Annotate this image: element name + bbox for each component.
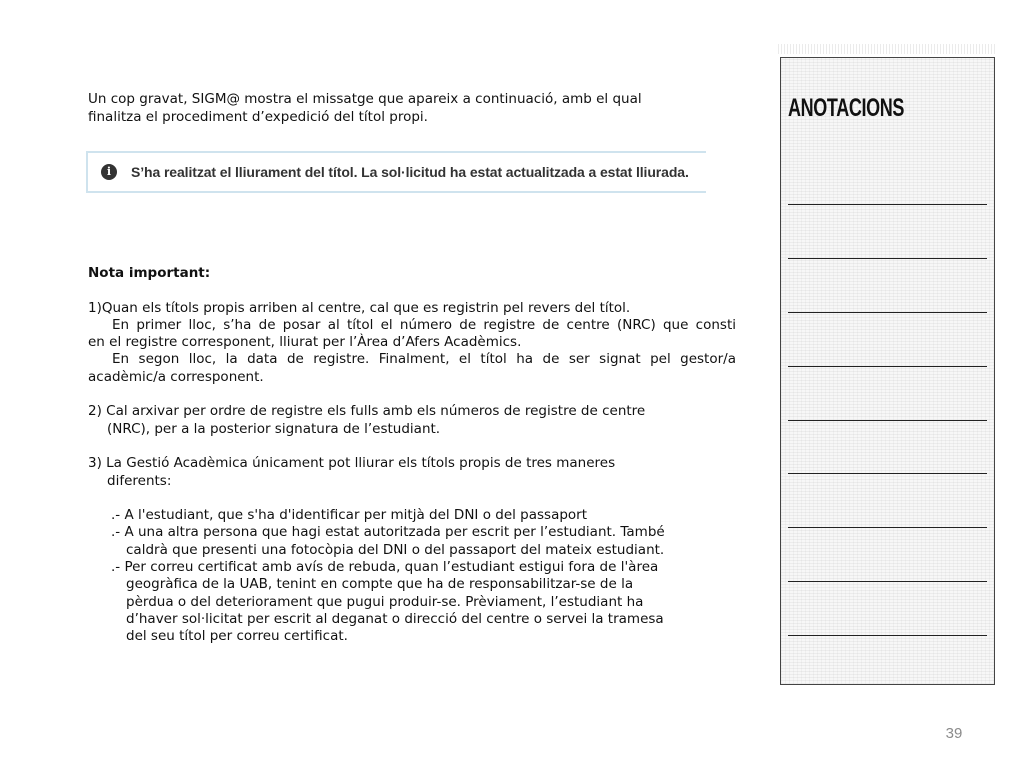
note-item-3-line: 3) La Gestió Acadèmica únicament pot lliurar els títols propis de tres maneres: [88, 455, 616, 472]
delivery-option-3: del seu títol per correu certificat.: [126, 628, 348, 645]
note-title: Nota important:: [88, 265, 211, 281]
annotation-line: [788, 366, 987, 367]
annotation-line: [788, 258, 987, 259]
delivery-option-3: pèrdua o del deteriorament que pugui produir-se. Prèviament, l’estudiant ha: [126, 593, 644, 610]
note-item-2-line: 2) Cal arxivar per ordre de registre els fulls amb els números de registre de centre: [88, 403, 646, 420]
note-item-1-line: 1)Quan els títols propis arriben al centre, cal que es registrin pel revers del títol.: [88, 299, 631, 316]
annotation-line: [788, 527, 987, 528]
important-note: [88, 265, 736, 646]
delivery-option-1: .- A l'estudiant, que s'ha d'identificar per mitjà del DNI o del passaport: [111, 507, 588, 524]
note-item-2-line: (NRC), per a la posterior signatura de l’estudiant.: [107, 420, 441, 437]
page-number: 39: [945, 725, 963, 742]
delivery-option-2: caldrà que presenti una fotocòpia del DNI o del passaport del mateix estudiant.: [126, 541, 665, 558]
intro-line: finalitza el procediment d’expedició del títol propi.: [88, 108, 428, 125]
annotation-line: [788, 312, 987, 313]
annotation-line: [788, 473, 987, 474]
intro-paragraph: [88, 91, 728, 126]
annotation-line: [788, 635, 987, 636]
notice-message: S’ha realitzat el lliurament del títol. La sol·licitud ha estat actualitzada a estat lliurada.: [131, 164, 689, 180]
intro-line: Un cop gravat, SIGM@ mostra el missatge que apareix a continuació, amb el qual: [88, 91, 642, 107]
info-icon: i: [101, 164, 117, 180]
note-item-1-line: En primer lloc, s’ha de posar al títol el número de registre de centre (NRC) que consti: [112, 316, 736, 333]
delivery-option-3: geogràfica de la UAB, tenint en compte que ha de responsabilitzar-se de la: [126, 576, 634, 593]
annotations-top-edge: [778, 44, 997, 54]
annotation-line: [788, 420, 987, 421]
delivery-option-3: d’haver sol·licitat per escrit al deganat o direcció del centre o servei la tramesa: [126, 610, 664, 627]
note-item-1-line: en el registre corresponent, lliurat per l’Àrea d’Afers Acadèmics.: [88, 334, 522, 351]
note-item-1-line: En segon lloc, la data de registre. Finalment, el títol ha de ser signat pel gestor/a: [112, 351, 736, 368]
note-item-3-line: diferents:: [107, 472, 172, 489]
delivery-option-3: .- Per correu certificat amb avís de rebuda, quan l’estudiant estigui fora de l'àrea: [111, 559, 659, 576]
delivery-option-2: .- A una altra persona que hagi estat autoritzada per escrit per l’estudiant. També: [111, 524, 665, 541]
annotations-title: ANOTACIONS: [788, 94, 905, 122]
note-item-1-line: acadèmic/a corresponent.: [88, 368, 264, 385]
annotation-line: [788, 204, 987, 205]
annotations-panel: [780, 57, 995, 685]
success-notice-screenshot: [86, 151, 706, 193]
annotation-line: [788, 581, 987, 582]
